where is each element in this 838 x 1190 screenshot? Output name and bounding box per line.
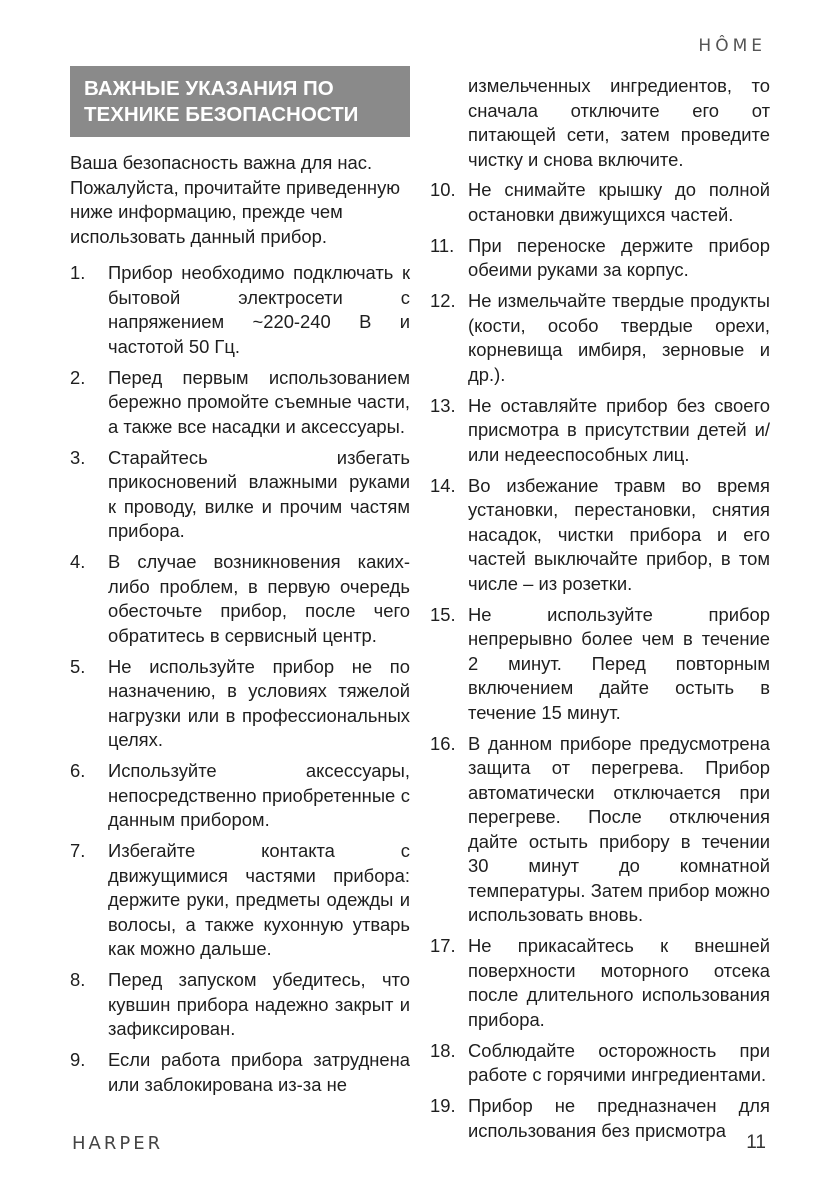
item-text: Не измельчайте твердые продукты (кости, особо твердые орехи, корневища имбиря, зерновые и др.). xyxy=(468,290,770,385)
page-number: 11 xyxy=(746,1132,766,1153)
list-item xyxy=(430,934,770,1032)
item-9-continuation: измельченных ингредиентов, то сначала отключите его от питающей сети, затем проведите чистку и снова включите. xyxy=(468,75,770,170)
item-text: При переноске держите прибор обеими руками за корпус. xyxy=(468,234,770,280)
list-item xyxy=(430,474,770,597)
item-number: 7. xyxy=(70,840,86,861)
item-number: 4. xyxy=(70,551,86,572)
item-number: 1. xyxy=(70,262,86,283)
list-item xyxy=(70,655,410,753)
item-number: 6. xyxy=(70,760,86,781)
item-number: 15. xyxy=(430,603,456,625)
item-text: Не прикасайтесь к внешней поверхности моторного отсека после длительного использования прибора. xyxy=(468,935,770,1030)
item-number: 16. xyxy=(430,732,456,754)
item-number: 14. xyxy=(430,474,456,496)
list-item xyxy=(70,759,410,833)
item-number: 17. xyxy=(430,935,456,956)
item-text: Избегайте контакта с движущимися частями прибора: держите руки, предметы одежды и волосы, а также кухонную утварь как можно дальше. xyxy=(108,840,410,959)
item-number: 2. xyxy=(70,366,86,388)
item-number: 10. xyxy=(430,179,456,200)
intro-paragraph: Ваша безопасность важна для нас. Пожалуйста, прочитайте приведенную ниже информацию, прежде чем использовать данный прибор. xyxy=(70,152,401,247)
list-item xyxy=(70,446,410,544)
left-column xyxy=(70,66,410,1104)
list-item xyxy=(430,603,770,726)
item-number: 5. xyxy=(70,655,86,677)
list-item xyxy=(430,289,770,387)
list-item xyxy=(430,732,770,928)
list-item xyxy=(70,1048,410,1097)
list-item xyxy=(70,366,410,440)
item-text: Во избежание травм во время установки, перестановки, снятия насадок, чистки прибора и его частей выключайте прибор, в том числе – из розетки. xyxy=(468,474,770,594)
item-text: Не оставляйте прибор без своего присмотра в присутствии детей и/ или недееспособных лиц. xyxy=(468,394,770,465)
safety-list-left xyxy=(70,261,410,1097)
item-number: 9. xyxy=(70,1049,86,1070)
item-text: Не используйте прибор не по назначению, в условиях тяжелой нагрузки или в профессиональных целях. xyxy=(108,655,410,750)
item-text: В случае возникновения каких-либо проблем, в первую очередь обесточьте прибор, после чего обратитесь в сервисный центр. xyxy=(108,551,410,646)
item-text: Если работа прибора затруднена или заблокирована из-за не xyxy=(108,1049,410,1095)
item-number: 3. xyxy=(70,446,86,468)
item-number: 13. xyxy=(430,394,456,416)
list-item xyxy=(70,550,410,648)
list-item xyxy=(70,839,410,962)
item-number: 11. xyxy=(430,234,455,256)
item-text: Перед первым использованием бережно промойте съемные части, а также все насадки и аксессуары. xyxy=(108,366,410,437)
list-item xyxy=(430,178,770,227)
item-text: Прибор не предназначен для использования без присмотра xyxy=(468,1095,770,1141)
item-text: Прибор необходимо подключать к бытовой электросети с напряжением ~220-240 В и частотой 50 Гц. xyxy=(108,262,410,357)
section-title xyxy=(70,66,410,137)
item-text: Соблюдайте осторожность при работе с горячими ингредиентами. xyxy=(468,1039,770,1085)
right-column xyxy=(430,74,770,1150)
safety-list-right xyxy=(430,178,770,1143)
item-number: 18. xyxy=(430,1039,456,1061)
item-text: Не снимайте крышку до полной остановки движущихся частей. xyxy=(468,179,770,225)
item-text: В данном приборе предусмотрена защита от перегрева. Прибор автоматически отключается при перегреве. После отключения дайте остыть прибору в течении 30 минут до комнатной температуры. Затем прибор можно использовать вновь. xyxy=(468,732,770,925)
list-item xyxy=(430,234,770,283)
list-item xyxy=(70,261,410,359)
item-number: 8. xyxy=(70,969,86,990)
list-item xyxy=(70,968,410,1042)
section-title-line-2: ТЕХНИКЕ БЕЗОПАСНОСТИ xyxy=(84,103,359,126)
item-text: Старайтесь избегать прикосновений влажными руками к проводу, вилке и прочим частям прибора. xyxy=(108,446,410,541)
home-logo: HÔME xyxy=(698,36,766,56)
item-text: Используйте аксессуары, непосредственно приобретенные с данным прибором. xyxy=(108,760,410,830)
list-item xyxy=(430,1039,770,1088)
item-number: 19. xyxy=(430,1095,456,1116)
harper-logo: HARPER xyxy=(72,1133,164,1154)
section-title-line-1: ВАЖНЫЕ УКАЗАНИЯ ПО xyxy=(84,77,334,100)
item-text: Перед запуском убедитесь, что кувшин прибора надежно закрыт и зафиксирован. xyxy=(108,969,410,1039)
item-number: 12. xyxy=(430,290,456,311)
list-item xyxy=(430,1094,770,1143)
list-item xyxy=(430,394,770,468)
item-text: Не используйте прибор непрерывно более чем в течение 2 минут. Перед повторным включением дайте остыть в течение 15 минут. xyxy=(468,603,770,723)
